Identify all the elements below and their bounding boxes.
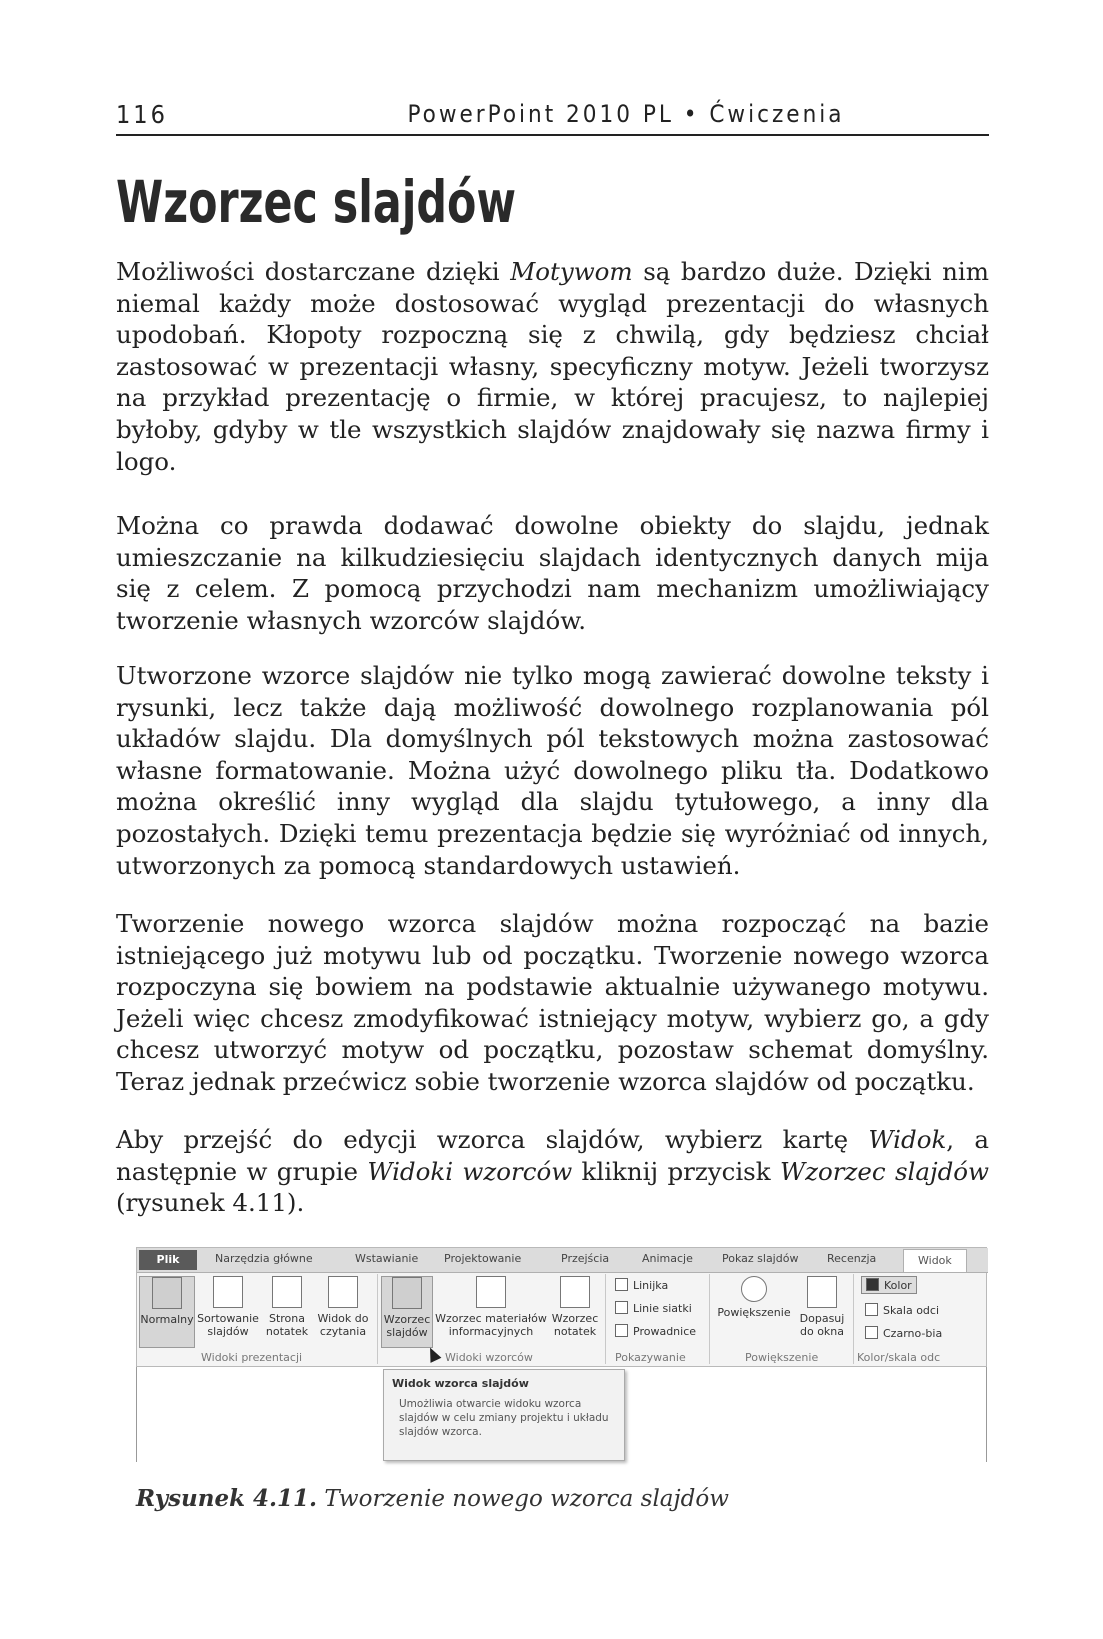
paragraph-5: Aby przejść do edycji wzorca slajdów, wybierz kartę Widok, a następnie w grupie Widoki wzorców kliknij przycisk Wzorzec slajdów (rysunek 4.11). (116, 1125, 989, 1218)
checkbox-icon (615, 1301, 628, 1314)
tooltip (383, 1369, 625, 1461)
guides-checkbox[interactable]: Prowadnice (615, 1324, 696, 1338)
checkbox-icon (615, 1324, 628, 1337)
notes-master-icon (560, 1276, 590, 1308)
black-white-button[interactable]: Czarno-bia (865, 1326, 942, 1340)
normal-view-button[interactable]: Normalny (139, 1276, 195, 1348)
paragraph-2: Można co prawda dodawać dowolne obiekty do slajdu, jednak umieszczanie na kilkudziesięciu slajdach identycznych danych mija się z celem. Z pomocą przychodzi nam mechanizm umożliwiający tworzenie własnych wzorców slajdów. (116, 511, 989, 635)
group-label-presentation-views: Widoki prezentacji (201, 1351, 303, 1364)
grayscale-button[interactable]: Skala odci (865, 1303, 939, 1317)
color-button[interactable]: Kolor (861, 1276, 917, 1294)
tab-review[interactable]: Recenzja (827, 1252, 877, 1265)
slide-master-icon (392, 1277, 422, 1309)
paragraph-1: Możliwości dostarczane dzięki Motywom są bardzo duże. Dzięki nim niemal każdy może dostosować wygląd prezentacji do własnych upodobań. Kłopoty rozpoczną się z chwilą, gdy będziesz chciał zastosować w prezentacji własny, specyficzny motyw. Jeżeli tworzysz na przykład prezentację o firmie, w której pracujesz, to najlepiej byłoby, gdyby w tle wszystkich slajdów znajdowały się nazwa firmy i logo. (116, 257, 989, 476)
reading-view-button[interactable]: Widok do czytania (313, 1276, 373, 1338)
ribbon-tabs (137, 1248, 988, 1273)
slide-sorter-icon (213, 1276, 243, 1308)
tab-view[interactable]: Widok (903, 1249, 967, 1272)
chapter-title: Wzorzec slajdów (116, 168, 516, 236)
reading-view-icon (328, 1276, 358, 1308)
group-label-zoom: Powiększenie (745, 1351, 819, 1364)
running-head (116, 98, 989, 136)
slide-master-button[interactable]: Wzorzec slajdów (381, 1276, 433, 1348)
caption-label: Rysunek 4.11. (136, 1485, 318, 1512)
handout-master-icon (476, 1276, 506, 1308)
tab-file[interactable]: Plik (139, 1250, 197, 1270)
group-label-show: Pokazywanie (615, 1351, 686, 1364)
grayscale-icon (865, 1303, 878, 1316)
page-number: 116 (116, 100, 168, 129)
slide-sorter-button[interactable]: Sortowanie slajdów (195, 1276, 261, 1338)
notes-page-icon (272, 1276, 302, 1308)
fit-to-window-button[interactable]: Dopasuj do okna (795, 1276, 849, 1338)
group-separator (853, 1274, 854, 1364)
color-icon (866, 1278, 879, 1291)
notes-page-button[interactable]: Strona notatek (263, 1276, 311, 1338)
tab-home[interactable]: Narzędzia główne (215, 1252, 313, 1265)
fit-to-window-icon (807, 1276, 837, 1308)
book-title: PowerPoint 2010 PL • Ćwiczenia (407, 100, 845, 128)
tab-slide-show[interactable]: Pokaz slajdów (722, 1252, 799, 1265)
group-label-master-views: Widoki wzorców (445, 1351, 533, 1364)
gridlines-checkbox[interactable]: Linie siatki (615, 1301, 692, 1315)
notes-master-button[interactable]: Wzorzec notatek (549, 1276, 601, 1338)
zoom-button[interactable]: Powiększenie (715, 1276, 793, 1319)
group-separator (605, 1274, 606, 1364)
tab-transitions[interactable]: Przejścia (561, 1252, 610, 1265)
figure-ribbon-screenshot (136, 1247, 987, 1462)
tab-animations[interactable]: Animacje (642, 1252, 693, 1265)
group-separator (377, 1274, 378, 1364)
group-separator (709, 1274, 710, 1364)
paragraph-4: Tworzenie nowego wzorca slajdów można rozpocząć na bazie istniejącego już motywu lub od początku. Tworzenie nowego wzorca rozpoczyna się bowiem na podstawie aktualnie używanego motywu. Jeżeli więc chcesz zmodyfikować istniejący motyw, wybierz go, a gdy chcesz utworzyć motyw od początku, pozostaw schemat domyślny. Teraz jednak przećwicz sobie tworzenie wzorca slajdów od początku. (116, 909, 989, 1096)
magnifier-icon (741, 1276, 767, 1302)
tooltip-body: Umożliwia otwarcie widoku wzorca slajdów w celu zmiany projektu i układu slajdów wzorca. (399, 1398, 609, 1438)
ribbon (136, 1247, 987, 1367)
black-white-icon (865, 1326, 878, 1339)
handout-master-button[interactable]: Wzorzec materiałów informacyjnych (435, 1276, 547, 1338)
normal-view-icon (152, 1277, 182, 1309)
caption-text: Tworzenie nowego wzorca slajdów (317, 1486, 729, 1512)
figure-caption (136, 1485, 729, 1512)
paragraph-3: Utworzone wzorce slajdów nie tylko mogą zawierać dowolne teksty i rysunki, lecz także dają możliwość dowolnego rozplanowania pól układów slajdu. Dla domyślnych pól tekstowych można zastosować własne formatowanie. Można użyć dowolnego pliku tła. Dodatkowo można określić inny wygląd dla slajdu tytułowego, a inny dla pozostałych. Dzięki temu prezentacja będzie się wyróżniać od innych, utworzonych za pomocą standardowych ustawień. (116, 661, 989, 880)
ruler-checkbox[interactable]: Linijka (615, 1278, 668, 1292)
group-label-color: Kolor/skala odc (857, 1351, 941, 1364)
tab-design[interactable]: Projektowanie (444, 1252, 522, 1265)
tooltip-title: Widok wzorca slajdów (392, 1377, 529, 1390)
tab-insert[interactable]: Wstawianie (355, 1252, 419, 1265)
checkbox-icon (615, 1278, 628, 1291)
